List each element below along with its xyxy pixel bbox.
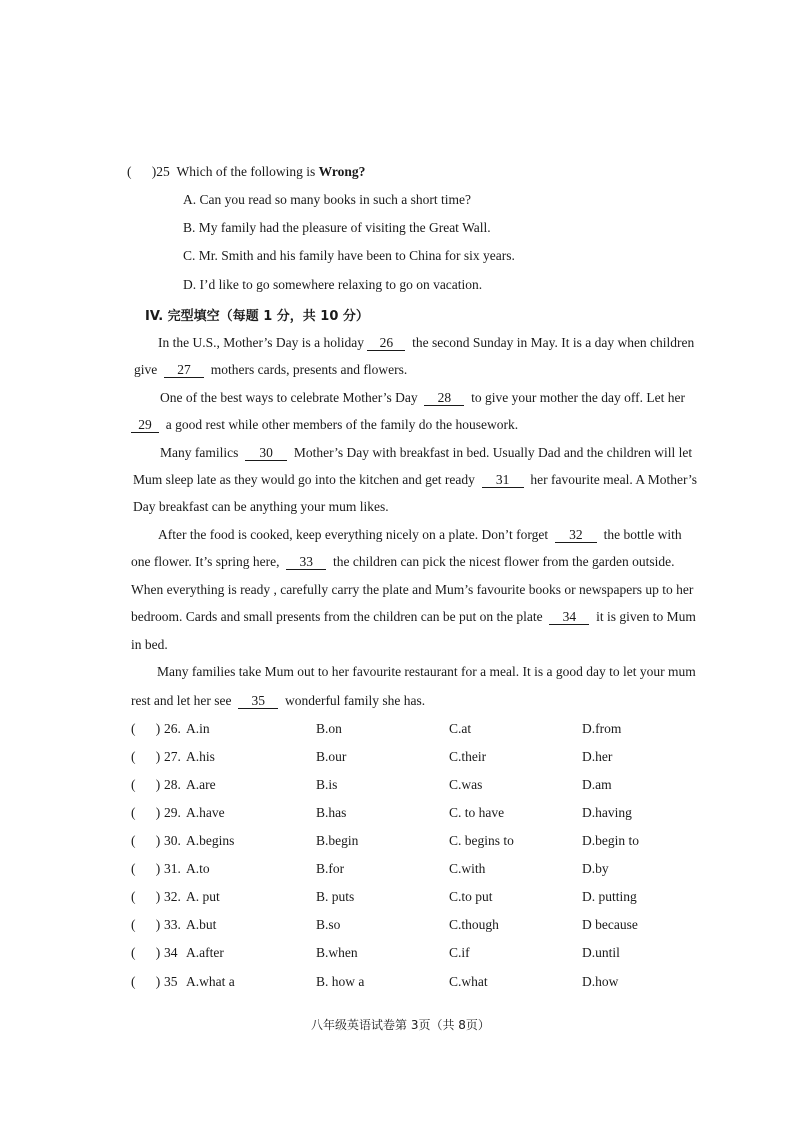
passage-line: in bed.	[131, 637, 168, 652]
choice-number: 28.	[164, 777, 181, 792]
option-c[interactable]: C. begins to	[449, 833, 514, 848]
passage-text: a good rest while other members of the family do the housework.	[165, 417, 519, 432]
option-d[interactable]: D.by	[582, 861, 609, 876]
answer-bracket[interactable]: ( )	[131, 889, 161, 904]
passage-line: When everything is ready , carefully carry the plate and Mum’s favourite books or newspapers up to her	[131, 582, 694, 597]
option-c[interactable]: C.though	[449, 917, 499, 932]
passage-text: the second Sunday in May. It is a day when children	[412, 335, 695, 350]
passage-text: One of the best ways to celebrate Mother’s Day	[160, 390, 418, 405]
option-b[interactable]: B.is	[316, 777, 338, 792]
option-b[interactable]: B.begin	[316, 833, 359, 848]
answer-bracket[interactable]: ( )	[131, 833, 161, 848]
blank-28[interactable]: 28	[424, 391, 464, 406]
option-c[interactable]: C.to put	[449, 889, 493, 904]
answer-bracket[interactable]: ( )	[127, 164, 157, 179]
passage-text: Mum sleep late as they would go into the kitchen and get ready	[133, 472, 475, 487]
choice-number: 27.	[164, 749, 181, 764]
option-d[interactable]: D.from	[582, 721, 622, 736]
option-a[interactable]: A.what a	[186, 974, 235, 989]
answer-bracket[interactable]: ( )	[131, 805, 161, 820]
blank-32[interactable]: 32	[555, 528, 597, 543]
passage-line	[158, 527, 682, 543]
passage-text: Mother’s Day with breakfast in bed. Usually Dad and the children will let	[293, 445, 693, 460]
passage-text: wonderful family she has.	[284, 693, 426, 708]
choice-number: 30.	[164, 833, 181, 848]
passage-text: bedroom. Cards and small presents from the children can be put on the plate	[131, 609, 543, 624]
option-c[interactable]: C.their	[449, 749, 487, 764]
blank-30[interactable]: 30	[245, 446, 287, 461]
option-a[interactable]: A.after	[186, 945, 224, 960]
option-c[interactable]: C.at	[449, 721, 472, 736]
option-b[interactable]: B.so	[316, 917, 341, 932]
choice-number: 26.	[164, 721, 181, 736]
option-c[interactable]: C.was	[449, 777, 483, 792]
choice-number: 35	[164, 974, 178, 989]
option-d[interactable]: D.her	[582, 749, 613, 764]
q25-stem-bold: Wrong?	[318, 164, 366, 179]
option-d[interactable]: D.am	[582, 777, 612, 792]
option-a[interactable]: A.are	[186, 777, 216, 792]
passage-line	[160, 390, 685, 406]
option-a[interactable]: A.in	[186, 721, 210, 736]
passage-text: give	[134, 362, 158, 377]
passage-text: rest and let her see	[131, 693, 232, 708]
section-title: IV. 完型填空（每题 1 分，共 10 分）	[145, 309, 369, 324]
q25-stem-text: Which of the following is	[176, 164, 319, 179]
answer-bracket[interactable]: ( )	[131, 917, 161, 932]
blank-27[interactable]: 27	[164, 363, 204, 378]
option-b[interactable]: B.on	[316, 721, 342, 736]
passage-line	[160, 445, 692, 461]
passage-text: to give your mother the day off. Let her	[471, 390, 685, 405]
option-a[interactable]: A.have	[186, 805, 225, 820]
passage-text: the children can pick the nicest flower from the garden outside.	[332, 554, 675, 569]
answer-bracket[interactable]: ( )	[131, 974, 161, 989]
choice-number: 33.	[164, 917, 181, 932]
option-b[interactable]: B.our	[316, 749, 347, 764]
passage-line	[131, 554, 674, 570]
option-b[interactable]: B. puts	[316, 889, 355, 904]
passage-text: mothers cards, presents and flowers.	[210, 362, 408, 377]
blank-29[interactable]: 29	[131, 418, 159, 433]
q25-option-c: C. Mr. Smith and his family have been to China for six years.	[183, 248, 515, 263]
passage-line: Many families take Mum out to her favourite restaurant for a meal. It is a good day to let your mum	[157, 664, 696, 679]
passage-line	[134, 362, 407, 378]
option-c[interactable]: C.what	[449, 974, 488, 989]
passage-text: In the U.S., Mother’s Day is a holiday	[158, 335, 364, 350]
blank-33[interactable]: 33	[286, 555, 326, 570]
passage-line	[131, 693, 425, 709]
option-a[interactable]: A.his	[186, 749, 215, 764]
option-c[interactable]: C.with	[449, 861, 486, 876]
choice-number: 29.	[164, 805, 181, 820]
option-a[interactable]: A.to	[186, 861, 210, 876]
choice-number: 34	[164, 945, 178, 960]
blank-35[interactable]: 35	[238, 694, 278, 709]
passage-text: her favourite meal. A Mother’s	[530, 472, 698, 487]
option-d[interactable]: D.having	[582, 805, 632, 820]
q25-option-b: B. My family had the pleasure of visiting the Great Wall.	[183, 220, 491, 235]
choice-number: 31.	[164, 861, 181, 876]
passage-text: Many familics	[160, 445, 239, 460]
option-d[interactable]: D.begin to	[582, 833, 639, 848]
passage-text: the bottle with	[603, 527, 682, 542]
q25-stem	[127, 164, 365, 180]
option-a[interactable]: A.begins	[186, 833, 235, 848]
answer-bracket[interactable]: ( )	[131, 777, 161, 792]
passage-text: it is given to Mum	[596, 609, 696, 624]
option-b[interactable]: B.for	[316, 861, 345, 876]
option-c[interactable]: C.if	[449, 945, 470, 960]
passage-line	[158, 335, 694, 351]
passage-line: Day breakfast can be anything your mum likes.	[133, 499, 389, 514]
option-a[interactable]: A. put	[186, 889, 220, 904]
option-d[interactable]: D. putting	[582, 889, 637, 904]
q25-option-a: A. Can you read so many books in such a short time?	[183, 192, 471, 207]
q25-option-d: D. I’d like to go somewhere relaxing to go on vacation.	[183, 277, 483, 292]
answer-bracket[interactable]: ( )	[131, 721, 161, 736]
passage-line	[131, 609, 696, 625]
answer-bracket[interactable]: ( )	[131, 749, 161, 764]
option-d[interactable]: D because	[582, 917, 638, 932]
blank-26[interactable]: 26	[367, 336, 405, 351]
answer-bracket[interactable]: ( )	[131, 861, 161, 876]
option-b[interactable]: B. how a	[316, 974, 365, 989]
option-d[interactable]: D.how	[582, 974, 619, 989]
option-c[interactable]: C. to have	[449, 805, 505, 820]
option-d[interactable]: D.until	[582, 945, 620, 960]
choice-number: 32.	[164, 889, 181, 904]
blank-34[interactable]: 34	[549, 610, 589, 625]
passage-text: one flower. It’s spring here,	[131, 554, 280, 569]
blank-31[interactable]: 31	[482, 473, 524, 488]
question-number: 25	[156, 164, 170, 179]
option-b[interactable]: B.has	[316, 805, 347, 820]
option-a[interactable]: A.but	[186, 917, 217, 932]
page-footer: 八年级英语试卷第 3页（共 8页）	[311, 1018, 490, 1032]
passage-text: After the food is cooked, keep everything nicely on a plate. Don’t forget	[158, 527, 549, 542]
answer-bracket[interactable]: ( )	[131, 945, 161, 960]
option-b[interactable]: B.when	[316, 945, 358, 960]
passage-line	[133, 472, 697, 488]
passage-line	[131, 417, 518, 433]
